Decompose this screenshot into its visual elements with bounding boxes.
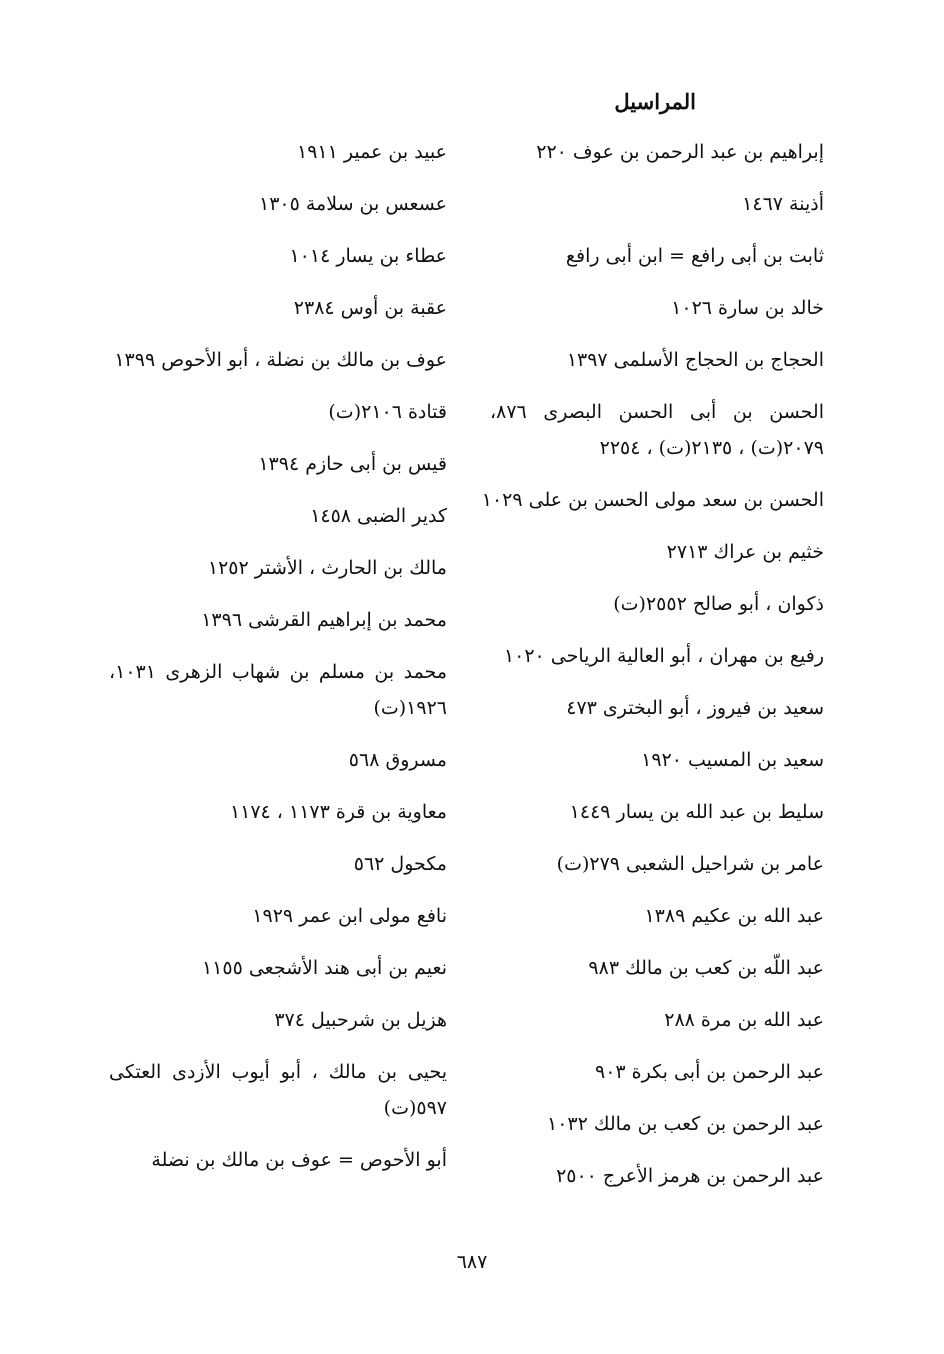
index-entry: عطاء بن يسار ١٠١٤ — [289, 245, 447, 267]
index-entry: الحسن بن سعد مولى الحسن بن على ١٠٢٩ — [481, 489, 824, 511]
index-entry: الحجاج بن الحجاج الأسلمى ١٣٩٧ — [566, 349, 824, 371]
left-column — [109, 126, 447, 1186]
index-entry: كدير الضبى ١٤٥٨ — [310, 505, 447, 527]
right-column — [481, 126, 824, 1202]
index-entry: عبيد بن عمير ١٩١١ — [296, 141, 447, 163]
page-number: ٦٨٧ — [456, 1251, 488, 1273]
index-entry: هزيل بن شرحبيل ٣٧٤ — [274, 1009, 447, 1031]
index-entry: ثابت بن أبى رافع = ابن أبى رافع — [565, 245, 824, 267]
index-entry: ذكوان ، أبو صالح ٢٥٥٢(ت) — [613, 593, 824, 615]
index-entry: أذينة ١٤٦٧ — [742, 193, 824, 215]
index-entry: عبد الله بن عكيم ١٣٨٩ — [644, 905, 824, 927]
index-entry: يحيى بن مالك ، أبو أيوب الأزدى العتكى ٥٩٧(ت) — [109, 1061, 447, 1119]
index-entry: عسعس بن سلامة ١٣٠٥ — [259, 193, 447, 215]
index-entry: عبد اللّه بن كعب بن مالك ٩٨٣ — [588, 957, 824, 979]
index-entry: قتادة ٢١٠٦(ت) — [328, 401, 447, 423]
index-entry: خثيم بن عراك ٢٧١٣ — [666, 541, 824, 563]
index-entry: سعيد بن المسيب ١٩٢٠ — [641, 749, 824, 771]
index-entry: إبراهيم بن عبد الرحمن بن عوف ٢٢٠ — [536, 141, 824, 163]
index-entry: نافع مولى ابن عمر ١٩٢٩ — [252, 905, 447, 927]
index-entry: خالد بن سارة ١٠٢٦ — [671, 297, 824, 319]
index-entry: مسروق ٥٦٨ — [348, 749, 447, 771]
index-entry: عامر بن شراحيل الشعبى ٢٧٩(ت) — [556, 853, 824, 875]
index-entry: محمد بن مسلم بن شهاب الزهرى ١٠٣١، ١٩٢٦(ت) — [109, 661, 447, 719]
index-entry: قيس بن أبى حازم ١٣٩٤ — [258, 453, 447, 475]
section-title: المراسيل — [614, 89, 696, 114]
index-entry: عبد الرحمن بن كعب بن مالك ١٠٣٢ — [547, 1113, 824, 1135]
index-entry: عبد الرحمن بن أبى بكرة ٩٠٣ — [595, 1061, 824, 1083]
index-entry: مكحول ٥٦٢ — [353, 853, 447, 875]
index-entry: أبو الأحوص = عوف بن مالك بن نضلة — [151, 1149, 447, 1171]
index-entry: رفيع بن مهران ، أبو العالية الرياحى ١٠٢٠ — [503, 645, 824, 667]
index-entry: مالك بن الحارث ، الأشتر ١٢٥٢ — [207, 557, 447, 579]
index-entry: الحسن بن أبى الحسن البصرى ٨٧٦، ٢٠٧٩(ت) ، ٢١٣٥(ت) ، ٢٢٥٤ — [490, 401, 824, 459]
index-entry: سعيد بن فيروز ، أبو البخترى ٤٧٣ — [566, 697, 824, 719]
index-entry: سليط بن عبد الله بن يسار ١٤٤٩ — [569, 801, 824, 823]
index-entry: نعيم بن أبى هند الأشجعى ١١٥٥ — [201, 957, 447, 979]
index-entry: محمد بن إبراهيم القرشى ١٣٩٦ — [201, 609, 447, 631]
index-entry: معاوية بن قرة ١١٧٣ ، ١١٧٤ — [229, 801, 447, 823]
index-entry: عبد الرحمن بن هرمز الأعرج ٢٥٠٠ — [556, 1165, 824, 1187]
index-entry: عوف بن مالك بن نضلة ، أبو الأحوص ١٣٩٩ — [114, 349, 447, 371]
index-entry: عقبة بن أوس ٢٣٨٤ — [293, 297, 447, 319]
index-entry: عبد الله بن مرة ٢٨٨ — [664, 1009, 824, 1031]
